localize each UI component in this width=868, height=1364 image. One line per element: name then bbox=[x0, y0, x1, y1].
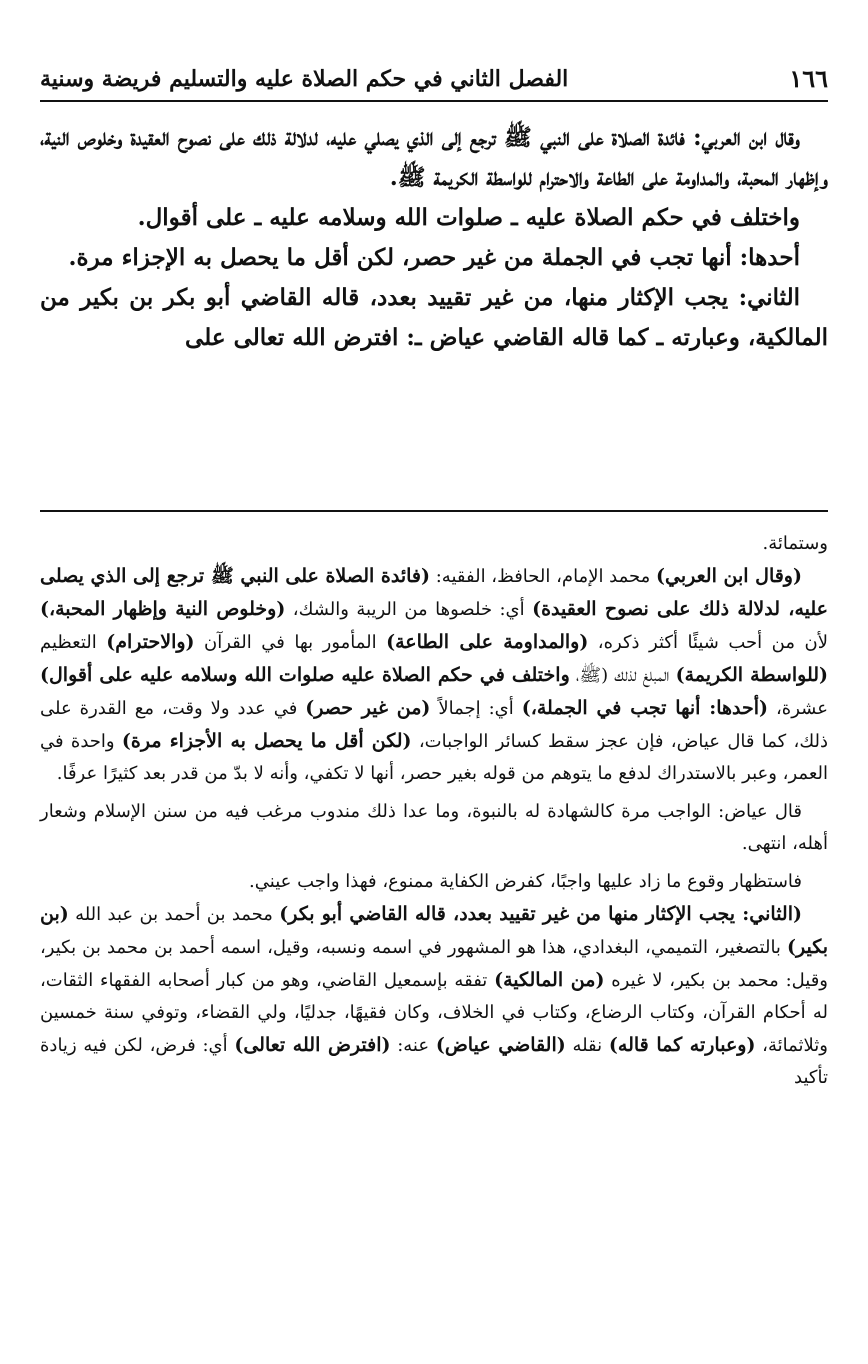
commentary-text-segment: محمد الإمام، الحافظ، الفقيه: bbox=[430, 566, 657, 587]
commentary-text-segment: عنه: bbox=[390, 1035, 436, 1056]
quoted-matn-text: (وعبارته كما قاله) bbox=[608, 1034, 756, 1056]
quoted-matn-text: (افترض الله تعالى) bbox=[234, 1034, 391, 1056]
quoted-matn-text: (من غير حصر) bbox=[305, 697, 431, 719]
commentary-text-segment: لأن من أحب شيئًا أكثر ذكره، bbox=[588, 632, 828, 653]
quoted-matn-text: (لكن أقل ما يحصل به الأجزاء مرة) bbox=[121, 730, 412, 752]
commentary-text-segment: محمد بن أحمد بن عبد الله bbox=[68, 904, 280, 925]
chapter-title: الفصل الثاني في حكم الصلاة عليه والتسليم فريضة وسنية bbox=[40, 66, 569, 92]
commentary-text-segment: أي: إجمالاً bbox=[430, 698, 522, 719]
page-header bbox=[40, 60, 828, 102]
quoted-matn-text: (للواسطة الكريمة) bbox=[675, 664, 829, 686]
section-divider bbox=[40, 510, 828, 512]
commentary-text-segment: نقله bbox=[565, 1035, 609, 1056]
quoted-matn-text: (وخلوص النية وإظهار المحبة،) bbox=[40, 598, 286, 620]
commentary-text-segment: بالتصغير، التميمي، البغدادي، هذا هو المشهور في اسمه ونسبه، وقيل، اسمه أحمد بن محمد بن بكير، وقيل: محمد بن بكير، لا غيره bbox=[40, 937, 828, 991]
commentary-text-segment: أي: فرض، لكن فيه زيادة تأكيد bbox=[40, 1035, 828, 1088]
main-paragraph: وقال ابن العربي: فائدة الصلاة على النبي ﷺ ترجع إلى الذي يصلي عليه، لدلالة ذلك على نصوح العقيدة وخلوص النية، وإظهار المحبة، والمداومة على الطاعة والاحترام للواسطة الكريمة ﷺ. bbox=[40, 124, 828, 191]
commentary-paragraph: قال عياض: الواجب مرة كالشهادة له بالنبوة، وما عدا ذلك مندوب مرغب فيه من سنن الإسلام وشعار أهله، انتهى. bbox=[40, 801, 828, 854]
main-paragraph: واختلف في حكم الصلاة عليه ـ صلوات الله وسلامه عليه ـ على أقوال. bbox=[137, 204, 800, 231]
commentary-text-segment: واحدة في العمر، وعبر بالاستدراك لدفع ما يتوهم من قوله بغير حصر، أنها لا تكفي، وأنه لا بدّ من قدر بعد كثيرًا عرفًا. bbox=[40, 731, 828, 784]
quoted-matn-text: (من المالكية) bbox=[494, 969, 605, 991]
commentary-paragraph bbox=[40, 560, 828, 790]
main-paragraph: الثاني: يجب الإكثار منها، من غير تقييد بعدد، قاله القاضي أبو بكر بن بكير من المالكية، وعبارته ـ كما قاله القاضي عياض ـ: افترض الله تعالى على bbox=[40, 284, 828, 351]
quoted-matn-text: (بن بكير) bbox=[40, 903, 828, 958]
quoted-matn-text: (الثاني: يجب الإكثار منها من غير تقييد بعدد، قاله القاضي أبو بكر) bbox=[279, 903, 802, 925]
quoted-matn-text: (فائدة الصلاة على النبي ﷺ ترجع إلى الذي يصلى عليه، لدلالة ذلك على نصوح العقيدة) bbox=[40, 565, 828, 620]
commentary-text-segment: المبلغ لذلك (ﷺ، bbox=[569, 665, 676, 686]
quoted-matn-text: (والاحترام) bbox=[106, 631, 195, 653]
main-text bbox=[40, 118, 828, 498]
quoted-matn-text: (القاضي عياض) bbox=[435, 1034, 566, 1056]
quoted-matn-text: (وقال ابن العربي) bbox=[656, 565, 802, 587]
commentary-text-segment: أي: خلصوها من الريبة والشك، bbox=[285, 599, 533, 620]
quoted-matn-text: واختلف في حكم الصلاة عليه صلوات الله وسلامه عليه على أقوال) bbox=[40, 664, 570, 686]
commentary-text-segment: المأمور بها في القرآن bbox=[194, 632, 387, 653]
quoted-matn-text: (والمداومة على الطاعة) bbox=[386, 631, 589, 653]
commentary-text-segment: في عدد ولا وقت، مع القدرة على ذلك، كما قال عياض، فإن عجز سقط كسائر الواجبات، bbox=[40, 698, 829, 752]
quoted-matn-text: (أحدها: أنها تجب في الجملة،) bbox=[521, 697, 769, 719]
commentary-text bbox=[40, 528, 828, 1348]
commentary-text-segment: عشرة، bbox=[768, 698, 828, 719]
commentary-text-segment: التعظيم bbox=[40, 632, 107, 653]
commentary-paragraph: وستمائة. bbox=[762, 533, 828, 554]
commentary-paragraph bbox=[40, 898, 828, 1094]
main-paragraph: أحدها: أنها تجب في الجملة من غير حصر، لكن أقل ما يحصل به الإجزاء مرة. bbox=[68, 244, 800, 271]
page-number: ١٦٦ bbox=[789, 64, 828, 93]
commentary-paragraph: فاستظهار وقوع ما زاد عليها واجبًا، كفرض الكفاية ممنوع، فهذا واجب عيني. bbox=[249, 871, 802, 892]
commentary-text-segment: تفقه بإسمعيل القاضي، وهو من كبار أصحابه الفقهاء الثقات، له أحكام القرآن، وكتاب الرضاع، وكتاب في الخلاف، وكان فقيهًا، جدليًا، ولي القضاء، وتوفي سنة خمسين وثلاثمائة، bbox=[40, 970, 828, 1056]
